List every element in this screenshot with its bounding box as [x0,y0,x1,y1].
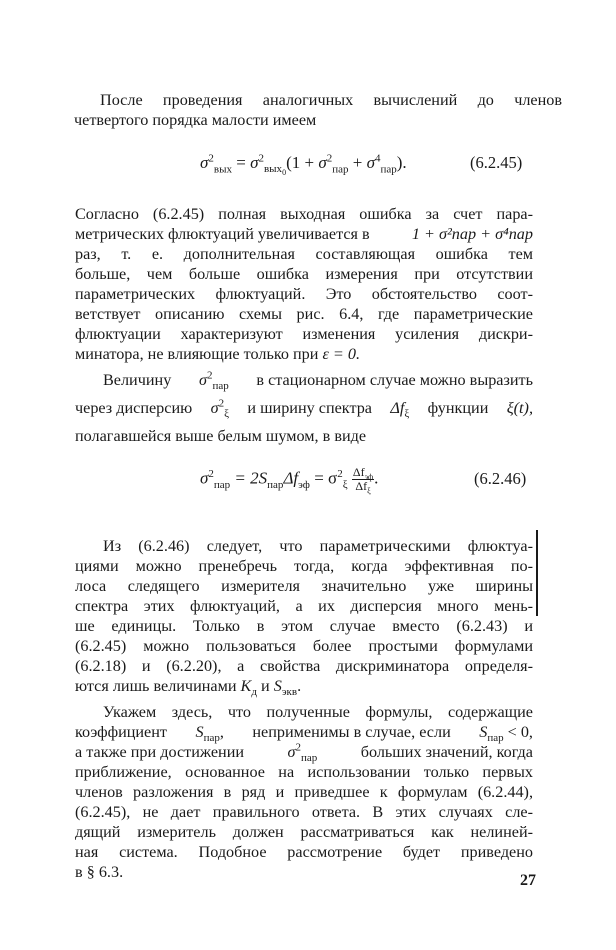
p4-line-1: Укажем здесь, что полученные формулы, содержащие [103,703,533,721]
p3-line-4: спектра этих флюктуаций, а их дисперсия много мень- [75,597,533,615]
fraction: $\frac{\Delta f_{эф}}{\Delta f_\xi}$ [352,465,374,496]
p1-eps: ε = 0. [322,345,361,363]
p1-line-5: параметрических флюктуаций. Это обстоятельство соот- [75,285,533,303]
p3-line-6: (6.2.45) можно пользоваться более простыми формулами [75,637,533,655]
p1-line-2: метрических флюктуаций увеличивается в 1 + σ²пар + σ⁴пар [75,225,533,243]
p4-line-4: приближение, основанное на использовании только первых [75,763,533,781]
p1-line-1: Согласно (6.2.45) полная выходная ошибка за счет пара- [75,205,533,223]
paragraph-1 [75,204,533,364]
p1-line-4: больше, чем больше ошибка измерения при отсутствии [75,265,533,283]
equation-number-6-2-45: (6.2.45) [470,153,523,172]
page-number: 27 [520,872,536,889]
intro-line-1: После проведения аналогичных вычислений до членов [100,91,562,109]
p1-line-3: раз, т. е. дополнительная составляющая ошибка тем [75,245,533,263]
p2-line-3: полагавшейся выше белым шумом, в виде [75,427,367,445]
p4-line-5: членов разложения в ряд и приведшее к формулам (6.2.44), [75,783,533,801]
p2-line-1: Величину $\sigma^2_{пар}$ в стационарном случае можно выразить [103,369,533,393]
p3-line-5: ше единицы. Только в этом случае вместо (6.2.43) и [75,617,533,635]
p4-line-7: дящий измеритель должен рассматриваться как нелиней- [75,823,533,841]
equation-number-6-2-46: (6.2.46) [474,469,527,488]
p4-line-2: коэффициент $S_{пар}$, неприменимы в случае, если $S_{пар} < 0$, [75,723,533,745]
p1-line-7: флюктуации характеризуют изменения усиления дискри- [75,325,533,343]
margin-bar [536,530,538,616]
p3-line-1: Из (6.2.46) следует, что параметрическими флюктуа- [103,537,533,555]
p3-line-3: лоса следящего измерителя значительно уже ширины [75,577,533,595]
intro-paragraph [74,90,562,130]
p4-line-9: в § 6.3. [75,863,124,881]
p3-line-8: ются лишь величинами $K_д$ и $S_{экв}$. [75,677,302,699]
equation-6-2-46: $\sigma^2_{пар} = 2S_{пар}\Delta f_{эф} = \sigma^2_\xi$ $\frac{\Delta f_{эф}}{\Delta f_\xi}$ . [200,465,379,496]
equation-6-2-45: $\sigma^2_{вых} = \sigma^2_{вых_0}(1 + \sigma^2_{пар} + \sigma^4_{пар})$. [200,152,407,178]
paragraph-2 [75,366,533,450]
paragraph-4 [75,702,533,882]
p1-line-6: ветствует описанию схемы рис. 6.4, где параметрические [75,305,533,323]
p1-line-8: минатора, не влияющие только при ε = 0. [75,345,361,363]
p4-line-8: ная система. Подобное рассмотрение будет приведено [75,843,533,861]
p1-factor: 1 + σ²пар + σ⁴пар [411,225,533,243]
p3-line-2: циями можно пренебречь тогда, когда эффективная по- [75,557,533,575]
p4-line-6: (6.2.45), не дает правильного ответа. В этих случаях сле- [75,803,533,821]
p4-line-3: а также при достижении $\sigma^2_{пар}$ больших значений, когда [75,741,533,765]
p3-line-7: (6.2.18) и (6.2.20), а свойства дискриминатора определя- [75,657,533,675]
p2-line-2: через дисперсию $\sigma^2_\xi$ и ширину спектра $\Delta f_\xi$ функции ξ(t), [75,397,533,421]
intro-line-2: четвертого порядка малости имеем [74,111,317,129]
paragraph-3 [75,536,533,699]
